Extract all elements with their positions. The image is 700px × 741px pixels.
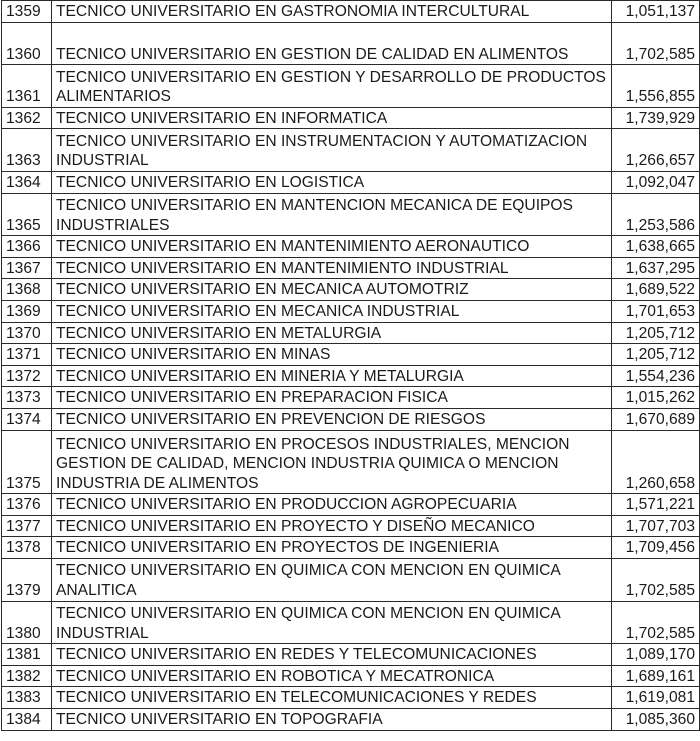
career-name: TECNICO UNIVERSITARIO EN ROBOTICA Y MECATRONICA [52, 665, 612, 687]
career-name: TECNICO UNIVERSITARIO EN INFORMATICA [52, 107, 612, 129]
row-value: 1,689,161 [612, 665, 700, 687]
career-name: TECNICO UNIVERSITARIO EN PRODUCCION AGROPECUARIA [52, 494, 612, 516]
row-number: 1363 [2, 129, 52, 172]
table-row [2, 236, 700, 258]
career-name: TECNICO UNIVERSITARIO EN TOPOGRAFIA [52, 709, 612, 731]
career-name: TECNICO UNIVERSITARIO EN MECANICA INDUSTRIAL [52, 300, 612, 322]
row-number: 1368 [2, 279, 52, 301]
row-number: 1365 [2, 193, 52, 236]
row-number: 1361 [2, 65, 52, 108]
table-row [2, 387, 700, 409]
row-value: 1,089,170 [612, 644, 700, 666]
table-row [2, 322, 700, 344]
table-row [2, 559, 700, 602]
table-row [2, 129, 700, 172]
row-number: 1369 [2, 300, 52, 322]
row-value: 1,253,586 [612, 193, 700, 236]
row-value: 1,702,585 [612, 559, 700, 602]
career-name: TECNICO UNIVERSITARIO EN PREVENCION DE RIESGOS [52, 408, 612, 430]
table-row [2, 515, 700, 537]
career-name: TECNICO UNIVERSITARIO EN MANTENIMIENTO AERONAUTICO [52, 236, 612, 258]
career-name: TECNICO UNIVERSITARIO EN GESTION DE CALIDAD EN ALIMENTOS [52, 22, 612, 65]
career-name: TECNICO UNIVERSITARIO EN LOGISTICA [52, 171, 612, 193]
table-row [2, 709, 700, 731]
career-name: TECNICO UNIVERSITARIO EN MANTENCION MECANICA DE EQUIPOS INDUSTRIALES [52, 193, 612, 236]
row-value: 1,619,081 [612, 687, 700, 709]
table-row [2, 344, 700, 366]
row-value: 1,637,295 [612, 257, 700, 279]
career-name: TECNICO UNIVERSITARIO EN REDES Y TELECOMUNICACIONES [52, 644, 612, 666]
table-row [2, 22, 700, 65]
career-name: TECNICO UNIVERSITARIO EN PROYECTOS DE INGENIERIA [52, 537, 612, 559]
table-row [2, 494, 700, 516]
row-number: 1359 [2, 1, 52, 23]
row-value: 1,092,047 [612, 171, 700, 193]
table-row [2, 279, 700, 301]
row-number: 1381 [2, 644, 52, 666]
row-number: 1366 [2, 236, 52, 258]
row-value: 1,205,712 [612, 322, 700, 344]
row-value: 1,051,137 [612, 1, 700, 23]
row-number: 1367 [2, 257, 52, 279]
row-value: 1,702,585 [612, 22, 700, 65]
career-name: TECNICO UNIVERSITARIO EN GESTION Y DESARROLLO DE PRODUCTOS ALIMENTARIOS [52, 65, 612, 108]
table-row [2, 665, 700, 687]
row-number: 1374 [2, 408, 52, 430]
row-value: 1,260,658 [612, 430, 700, 494]
row-value: 1,556,855 [612, 65, 700, 108]
row-number: 1382 [2, 665, 52, 687]
career-name: TECNICO UNIVERSITARIO EN QUIMICA CON MENCION EN QUIMICA ANALITICA [52, 559, 612, 602]
table-row [2, 257, 700, 279]
table-row [2, 687, 700, 709]
career-name: TECNICO UNIVERSITARIO EN MANTENIMIENTO INDUSTRIAL [52, 257, 612, 279]
row-value: 1,638,665 [612, 236, 700, 258]
row-number: 1371 [2, 344, 52, 366]
table-row [2, 1, 700, 23]
row-number: 1373 [2, 387, 52, 409]
table-row [2, 408, 700, 430]
table-row [2, 365, 700, 387]
career-name: TECNICO UNIVERSITARIO EN TELECOMUNICACIONES Y REDES [52, 687, 612, 709]
career-name: TECNICO UNIVERSITARIO EN MECANICA AUTOMOTRIZ [52, 279, 612, 301]
row-number: 1383 [2, 687, 52, 709]
row-number: 1370 [2, 322, 52, 344]
table-row [2, 65, 700, 108]
row-value: 1,015,262 [612, 387, 700, 409]
row-value: 1,709,456 [612, 537, 700, 559]
career-value-table [1, 0, 700, 731]
row-number: 1384 [2, 709, 52, 731]
row-value: 1,571,221 [612, 494, 700, 516]
row-number: 1372 [2, 365, 52, 387]
career-name: TECNICO UNIVERSITARIO EN MINERIA Y METALURGIA [52, 365, 612, 387]
row-number: 1364 [2, 171, 52, 193]
table-row [2, 107, 700, 129]
row-number: 1376 [2, 494, 52, 516]
row-number: 1377 [2, 515, 52, 537]
career-name: TECNICO UNIVERSITARIO EN PROYECTO Y DISEÑO MECANICO [52, 515, 612, 537]
table-body [2, 1, 700, 731]
row-value: 1,266,657 [612, 129, 700, 172]
row-number: 1380 [2, 601, 52, 644]
row-value: 1,085,360 [612, 709, 700, 731]
row-value: 1,689,522 [612, 279, 700, 301]
career-name: TECNICO UNIVERSITARIO EN MINAS [52, 344, 612, 366]
table-row [2, 300, 700, 322]
row-number: 1378 [2, 537, 52, 559]
row-number: 1379 [2, 559, 52, 602]
table-row [2, 601, 700, 644]
table-row [2, 171, 700, 193]
career-name: TECNICO UNIVERSITARIO EN PREPARACION FISICA [52, 387, 612, 409]
row-value: 1,702,585 [612, 601, 700, 644]
row-value: 1,701,653 [612, 300, 700, 322]
table-row [2, 537, 700, 559]
career-name: TECNICO UNIVERSITARIO EN PROCESOS INDUSTRIALES, MENCION GESTION DE CALIDAD, MENCION INDUSTRIA QUIMICA O MENCION INDUSTRIA DE ALIMENTOS [52, 430, 612, 494]
row-number: 1362 [2, 107, 52, 129]
row-value: 1,554,236 [612, 365, 700, 387]
table-row [2, 644, 700, 666]
career-name: TECNICO UNIVERSITARIO EN INSTRUMENTACION Y AUTOMATIZACION INDUSTRIAL [52, 129, 612, 172]
row-number: 1375 [2, 430, 52, 494]
row-value: 1,707,703 [612, 515, 700, 537]
row-value: 1,670,689 [612, 408, 700, 430]
row-value: 1,205,712 [612, 344, 700, 366]
table-row [2, 193, 700, 236]
career-name: TECNICO UNIVERSITARIO EN GASTRONOMIA INTERCULTURAL [52, 1, 612, 23]
career-name: TECNICO UNIVERSITARIO EN QUIMICA CON MENCION EN QUIMICA INDUSTRIAL [52, 601, 612, 644]
table-row [2, 430, 700, 494]
career-name: TECNICO UNIVERSITARIO EN METALURGIA [52, 322, 612, 344]
row-value: 1,739,929 [612, 107, 700, 129]
row-number: 1360 [2, 22, 52, 65]
